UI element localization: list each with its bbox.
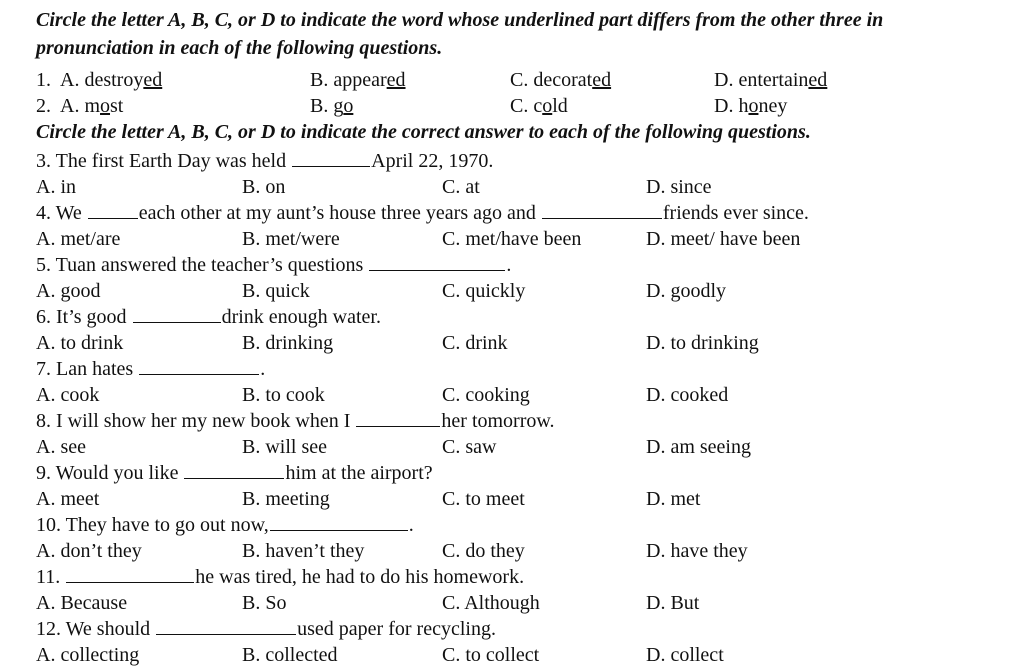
option-c: C. met/have been	[442, 228, 582, 250]
option-a: A. Because	[36, 592, 128, 614]
option-a: A. met/are	[36, 228, 121, 250]
option-d: D. am seeing	[646, 436, 751, 458]
question-8-stem: 8. I will show her my new book when I her tomorrow.	[36, 410, 555, 432]
option-c: C. quickly	[442, 280, 526, 302]
option-a: A. to drink	[36, 332, 124, 354]
option-a: A. cook	[36, 384, 100, 406]
question-10-stem: 10. They have to go out now, .	[36, 514, 414, 536]
question-number: 2.	[36, 95, 51, 117]
answer-blank	[292, 150, 370, 167]
answer-blank	[88, 202, 138, 219]
answer-blank	[133, 306, 221, 323]
option-d: D. to drinking	[646, 332, 759, 354]
section1-instruction-line1: Circle the letter A, B, C, or D to indicate the word whose underlined part differs from the other three in	[36, 9, 884, 31]
answer-blank	[542, 202, 662, 219]
option-c: C. cold	[510, 95, 568, 117]
answer-blank	[139, 358, 259, 375]
option-a: A. see	[36, 436, 86, 458]
section1-instruction-line2: pronunciation in each of the following questions.	[36, 37, 443, 59]
option-d: D. honey	[714, 95, 788, 117]
option-d: D. But	[646, 592, 700, 614]
question-9-stem: 9. Would you like him at the airport?	[36, 462, 433, 484]
option-b: B. haven’t they	[242, 540, 365, 562]
option-d: D. have they	[646, 540, 748, 562]
answer-blank	[66, 566, 194, 583]
option-c: C. to meet	[442, 488, 525, 510]
answer-blank	[184, 462, 284, 479]
option-d: D. goodly	[646, 280, 726, 302]
section2-instruction: Circle the letter A, B, C, or D to indicate the correct answer to each of the following questions.	[36, 121, 811, 143]
option-d: D. cooked	[646, 384, 729, 406]
option-b: B. collected	[242, 644, 338, 666]
option-a: A. destroyed	[60, 69, 163, 91]
question-12-stem: 12. We should used paper for recycling.	[36, 618, 496, 640]
option-c: C. saw	[442, 436, 497, 458]
question-3-stem: 3. The first Earth Day was held April 22, 1970.	[36, 150, 494, 172]
answer-blank	[356, 410, 440, 427]
option-d: D. entertained	[714, 69, 828, 91]
answer-blank	[156, 618, 296, 635]
option-b: B. So	[242, 592, 287, 614]
question-1	[36, 68, 996, 92]
option-c: C. at	[442, 176, 480, 198]
question-7-stem: 7. Lan hates .	[36, 358, 266, 380]
answer-blank	[369, 254, 505, 271]
option-a: A. collecting	[36, 644, 140, 666]
option-a: A. in	[36, 176, 76, 198]
option-a: A. good	[36, 280, 101, 302]
option-c: C. cooking	[442, 384, 530, 406]
option-d: D. collect	[646, 644, 724, 666]
option-a: A. most	[60, 95, 124, 117]
option-b: B. drinking	[242, 332, 334, 354]
question-number: 1.	[36, 69, 51, 91]
option-b: B. appeared	[310, 69, 406, 91]
question-6-stem: 6. It’s good drink enough water.	[36, 306, 381, 328]
question-11-stem: 11. he was tired, he had to do his homework.	[36, 566, 525, 588]
option-b: B. on	[242, 176, 286, 198]
option-b: B. meeting	[242, 488, 330, 510]
option-a: A. don’t they	[36, 540, 142, 562]
option-d: D. since	[646, 176, 712, 198]
answer-blank	[270, 514, 408, 531]
option-a: A. meet	[36, 488, 100, 510]
option-d: D. meet/ have been	[646, 228, 801, 250]
option-c: C. drink	[442, 332, 508, 354]
option-d: D. met	[646, 488, 701, 510]
question-4-stem: 4. We each other at my aunt’s house three years ago and friends ever since.	[36, 202, 809, 224]
question-5-stem: 5. Tuan answered the teacher’s questions .	[36, 254, 512, 276]
option-c: C. to collect	[442, 644, 540, 666]
option-b: B. go	[310, 95, 354, 117]
question-2	[36, 94, 996, 118]
option-b: B. quick	[242, 280, 310, 302]
option-c: C. do they	[442, 540, 525, 562]
option-b: B. met/were	[242, 228, 340, 250]
option-b: B. will see	[242, 436, 327, 458]
option-b: B. to cook	[242, 384, 325, 406]
option-c: C. Although	[442, 592, 540, 614]
option-c: C. decorated	[510, 69, 612, 91]
